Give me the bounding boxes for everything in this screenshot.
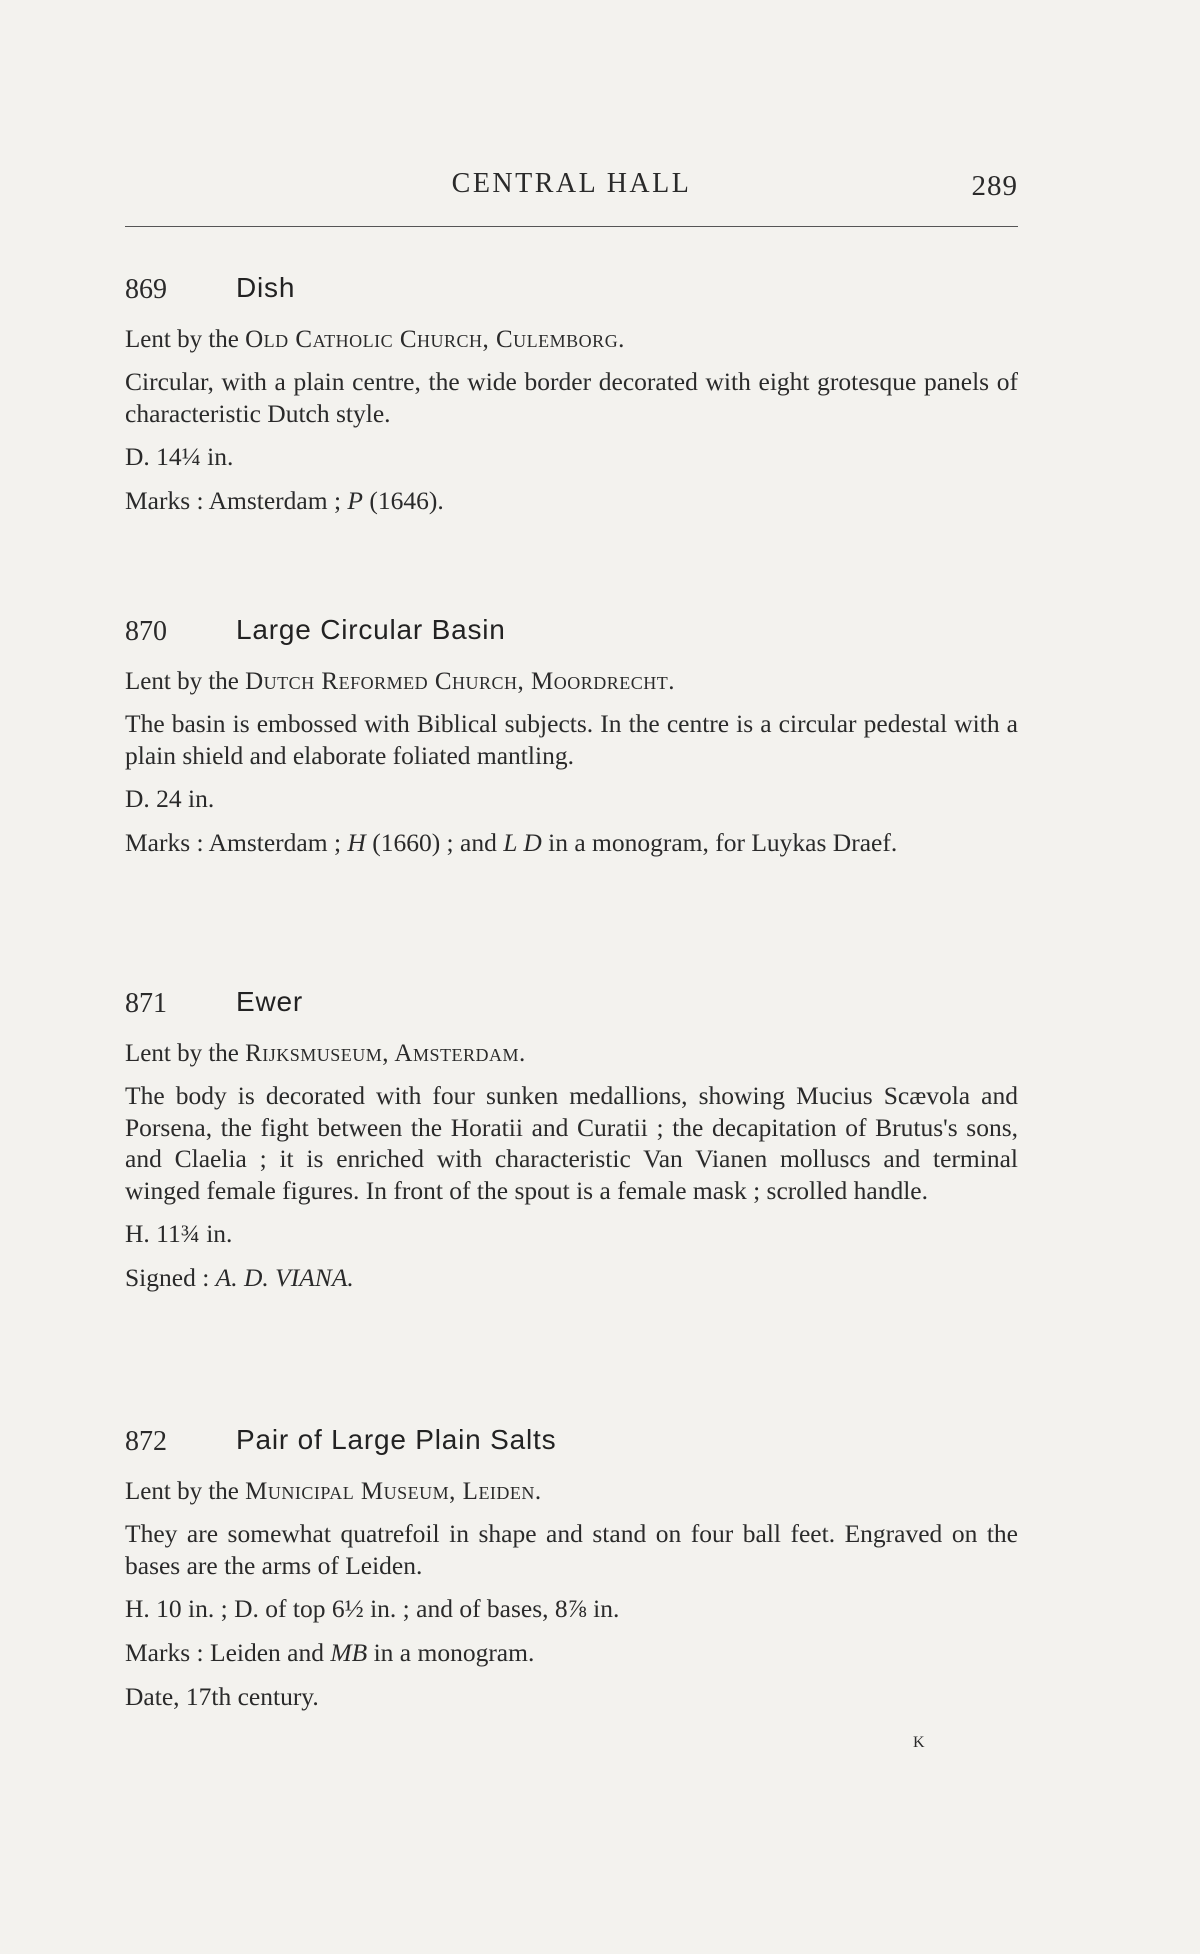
entry-marks bbox=[125, 827, 1018, 859]
entry-marks bbox=[125, 485, 1018, 517]
entry-description: Circular, with a plain centre, the wide border decorated with eight grotesque panels of characteristic Dutch style. bbox=[125, 367, 1018, 428]
lender-prefix: Lent by the bbox=[125, 668, 246, 695]
entry-heading bbox=[125, 986, 1018, 1030]
marks-text: Leiden and bbox=[210, 1638, 331, 1667]
entry-number: 871 bbox=[125, 988, 167, 1019]
running-title: CENTRAL HALL bbox=[451, 168, 692, 199]
marks-after: (1646). bbox=[362, 486, 444, 515]
signature-mark: K bbox=[913, 1734, 926, 1751]
lender-prefix: Lent by the bbox=[125, 1040, 246, 1067]
entry-number: 872 bbox=[125, 1426, 167, 1457]
entry-date: Date, 17th century. bbox=[125, 1682, 319, 1711]
page-number: 289 bbox=[971, 170, 1018, 202]
entry-number: 869 bbox=[125, 274, 167, 305]
marks-label: Marks : bbox=[125, 828, 209, 857]
marks-after: in a monogram, for Luykas Draef. bbox=[541, 828, 898, 857]
entry-dimensions: D. 14¼ in. bbox=[125, 442, 234, 471]
lender-name: Dutch Reformed Church, Moordrecht. bbox=[245, 668, 676, 695]
catalogue-entry-871 bbox=[125, 986, 1018, 1294]
lender-name: Rijksmuseum, Amsterdam. bbox=[245, 1040, 526, 1067]
lender-prefix: Lent by the bbox=[125, 1478, 246, 1505]
running-head bbox=[125, 168, 1018, 208]
entry-title: Dish bbox=[236, 272, 296, 303]
lender-line bbox=[125, 324, 1018, 356]
lender-name: Municipal Museum, Leiden. bbox=[245, 1478, 542, 1505]
entry-number: 870 bbox=[125, 616, 167, 647]
entry-heading bbox=[125, 1424, 1018, 1468]
marks-italic-monogram: L D bbox=[503, 828, 542, 857]
catalogue-entry-870 bbox=[125, 614, 1018, 859]
marks-italic: P bbox=[347, 486, 363, 515]
catalogue-entry-872 bbox=[125, 1424, 1018, 1713]
entry-title: Large Circular Basin bbox=[236, 614, 506, 645]
signed-label: Signed : bbox=[125, 1263, 216, 1292]
entry-description: The basin is embossed with Biblical subjects. In the centre is a circular pedestal with a plain shield and elaborate foliated mantling. bbox=[125, 709, 1018, 770]
lender-name: Old Catholic Church, Culemborg. bbox=[245, 326, 625, 353]
header-rule bbox=[125, 226, 1018, 227]
marks-after: in a monogram. bbox=[367, 1638, 535, 1667]
entry-title: Pair of Large Plain Salts bbox=[236, 1424, 557, 1455]
entry-title: Ewer bbox=[236, 986, 303, 1017]
entry-heading bbox=[125, 614, 1018, 658]
entry-heading bbox=[125, 272, 1018, 316]
catalogue-entry-869 bbox=[125, 272, 1018, 517]
marks-mid: (1660) ; and bbox=[365, 828, 504, 857]
lender-line bbox=[125, 1038, 1018, 1070]
signed-italic: A. D. VIANA. bbox=[215, 1263, 354, 1292]
entry-description: The body is decorated with four sunken medallions, showing Mucius Scævola and Porsena, the fight between the Horatii and Curatii ; the decapitation of Brutus's sons, and Claelia ; it is enriched with characteristic Van Vianen molluscs and terminal winged female figures. In front of the spout is a female mask ; scrolled handle. bbox=[125, 1081, 1018, 1205]
marks-text: Amsterdam ; bbox=[208, 828, 348, 857]
entry-description: They are somewhat quatrefoil in shape and stand on four ball feet. Engraved on the bases are the arms of Leiden. bbox=[125, 1519, 1018, 1580]
lender-line bbox=[125, 1476, 1018, 1508]
entry-dimensions: H. 10 in. ; D. of top 6½ in. ; and of bases, 8⅞ in. bbox=[125, 1594, 620, 1623]
entry-signed bbox=[125, 1262, 1018, 1294]
marks-italic: H bbox=[347, 828, 366, 857]
marks-italic: MB bbox=[330, 1638, 368, 1667]
marks-label: Marks : bbox=[125, 486, 209, 515]
entry-dimensions: D. 24 in. bbox=[125, 784, 215, 813]
entry-marks bbox=[125, 1637, 1018, 1669]
lender-line bbox=[125, 666, 1018, 698]
entry-dimensions: H. 11¾ in. bbox=[125, 1219, 233, 1248]
marks-label: Marks : bbox=[125, 1638, 210, 1667]
marks-text: Amsterdam ; bbox=[208, 486, 348, 515]
lender-prefix: Lent by the bbox=[125, 326, 246, 353]
